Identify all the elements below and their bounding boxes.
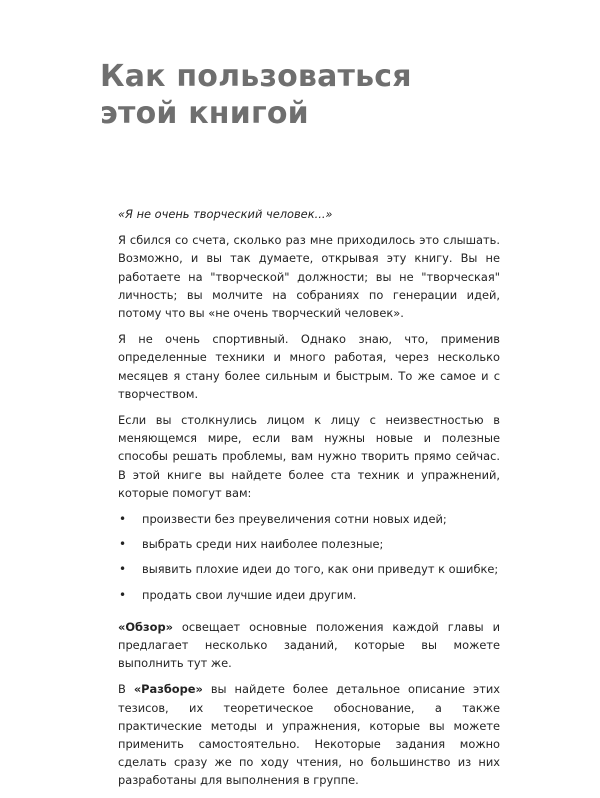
overview-text: освещает основные положения каждой главы и предлагает несколько заданий, которые вы можете выполнить тут же.	[118, 619, 500, 671]
analysis-term: «Разборе»	[133, 682, 203, 697]
title-line-2: этой книгой	[100, 96, 309, 131]
list-item-text: произвести без преувеличения сотни новых идей;	[142, 512, 447, 527]
list-item-text: продать свои лучшие идеи другим.	[142, 587, 357, 602]
paragraph-analysis	[118, 680, 500, 789]
title-line-1: Как пользоваться	[100, 59, 412, 94]
list-item	[118, 586, 500, 604]
paragraph-2: Я не очень спортивный. Однако знаю, что, применив определенные техники и много работая, через несколько месяцев я стану более сильным и быстрым. То же самое и с творчеством.	[118, 332, 500, 401]
list-item	[118, 510, 500, 528]
paragraph-overview	[118, 618, 500, 673]
bullet-icon: •	[119, 537, 127, 552]
epigraph: «Я не очень творческий человек...»	[118, 207, 333, 221]
bullet-icon: •	[119, 587, 127, 602]
paragraph-1: Я сбился со счета, сколько раз мне приходилось это слышать. Возможно, и вы так думаете, открывая эту книгу. Вы не работаете на "творческой" должности; вы не "творческая" личность; вы молчите на собраниях по генерации идей, потому что вы «не очень творческий человек».	[118, 233, 500, 321]
overview-term: «Обзор»	[118, 619, 173, 634]
list-item	[118, 560, 500, 578]
analysis-prefix: В	[118, 682, 134, 697]
page-title	[100, 58, 412, 132]
list-item-text: выбрать среди них наиболее полезные;	[142, 537, 384, 552]
list-item	[118, 535, 500, 553]
body-text	[118, 205, 500, 798]
benefits-list	[118, 510, 500, 604]
bullet-icon: •	[119, 512, 127, 527]
analysis-text: вы найдете более детальное описание этих тезисов, их теоретическое обоснование, а также практические методы и упражнения, которые вы можете применить самостоятельно. Некоторые задания можно сделать сразу же по ходу чтения, но большинство из них разработаны для выполнения в группе.	[118, 682, 500, 788]
paragraph-3: Если вы столкнулись лицом к лицу с неизвестностью в меняющемся мире, если вам нужны новые и полезные способы решать проблемы, вам нужно творить прямо сейчас. В этой книге вы найдете более ста техник и упражнений, которые помогут вам:	[118, 413, 500, 500]
list-item-text: выявить плохие идеи до того, как они приведут к ошибке;	[142, 562, 499, 577]
bullet-icon: •	[119, 562, 127, 577]
